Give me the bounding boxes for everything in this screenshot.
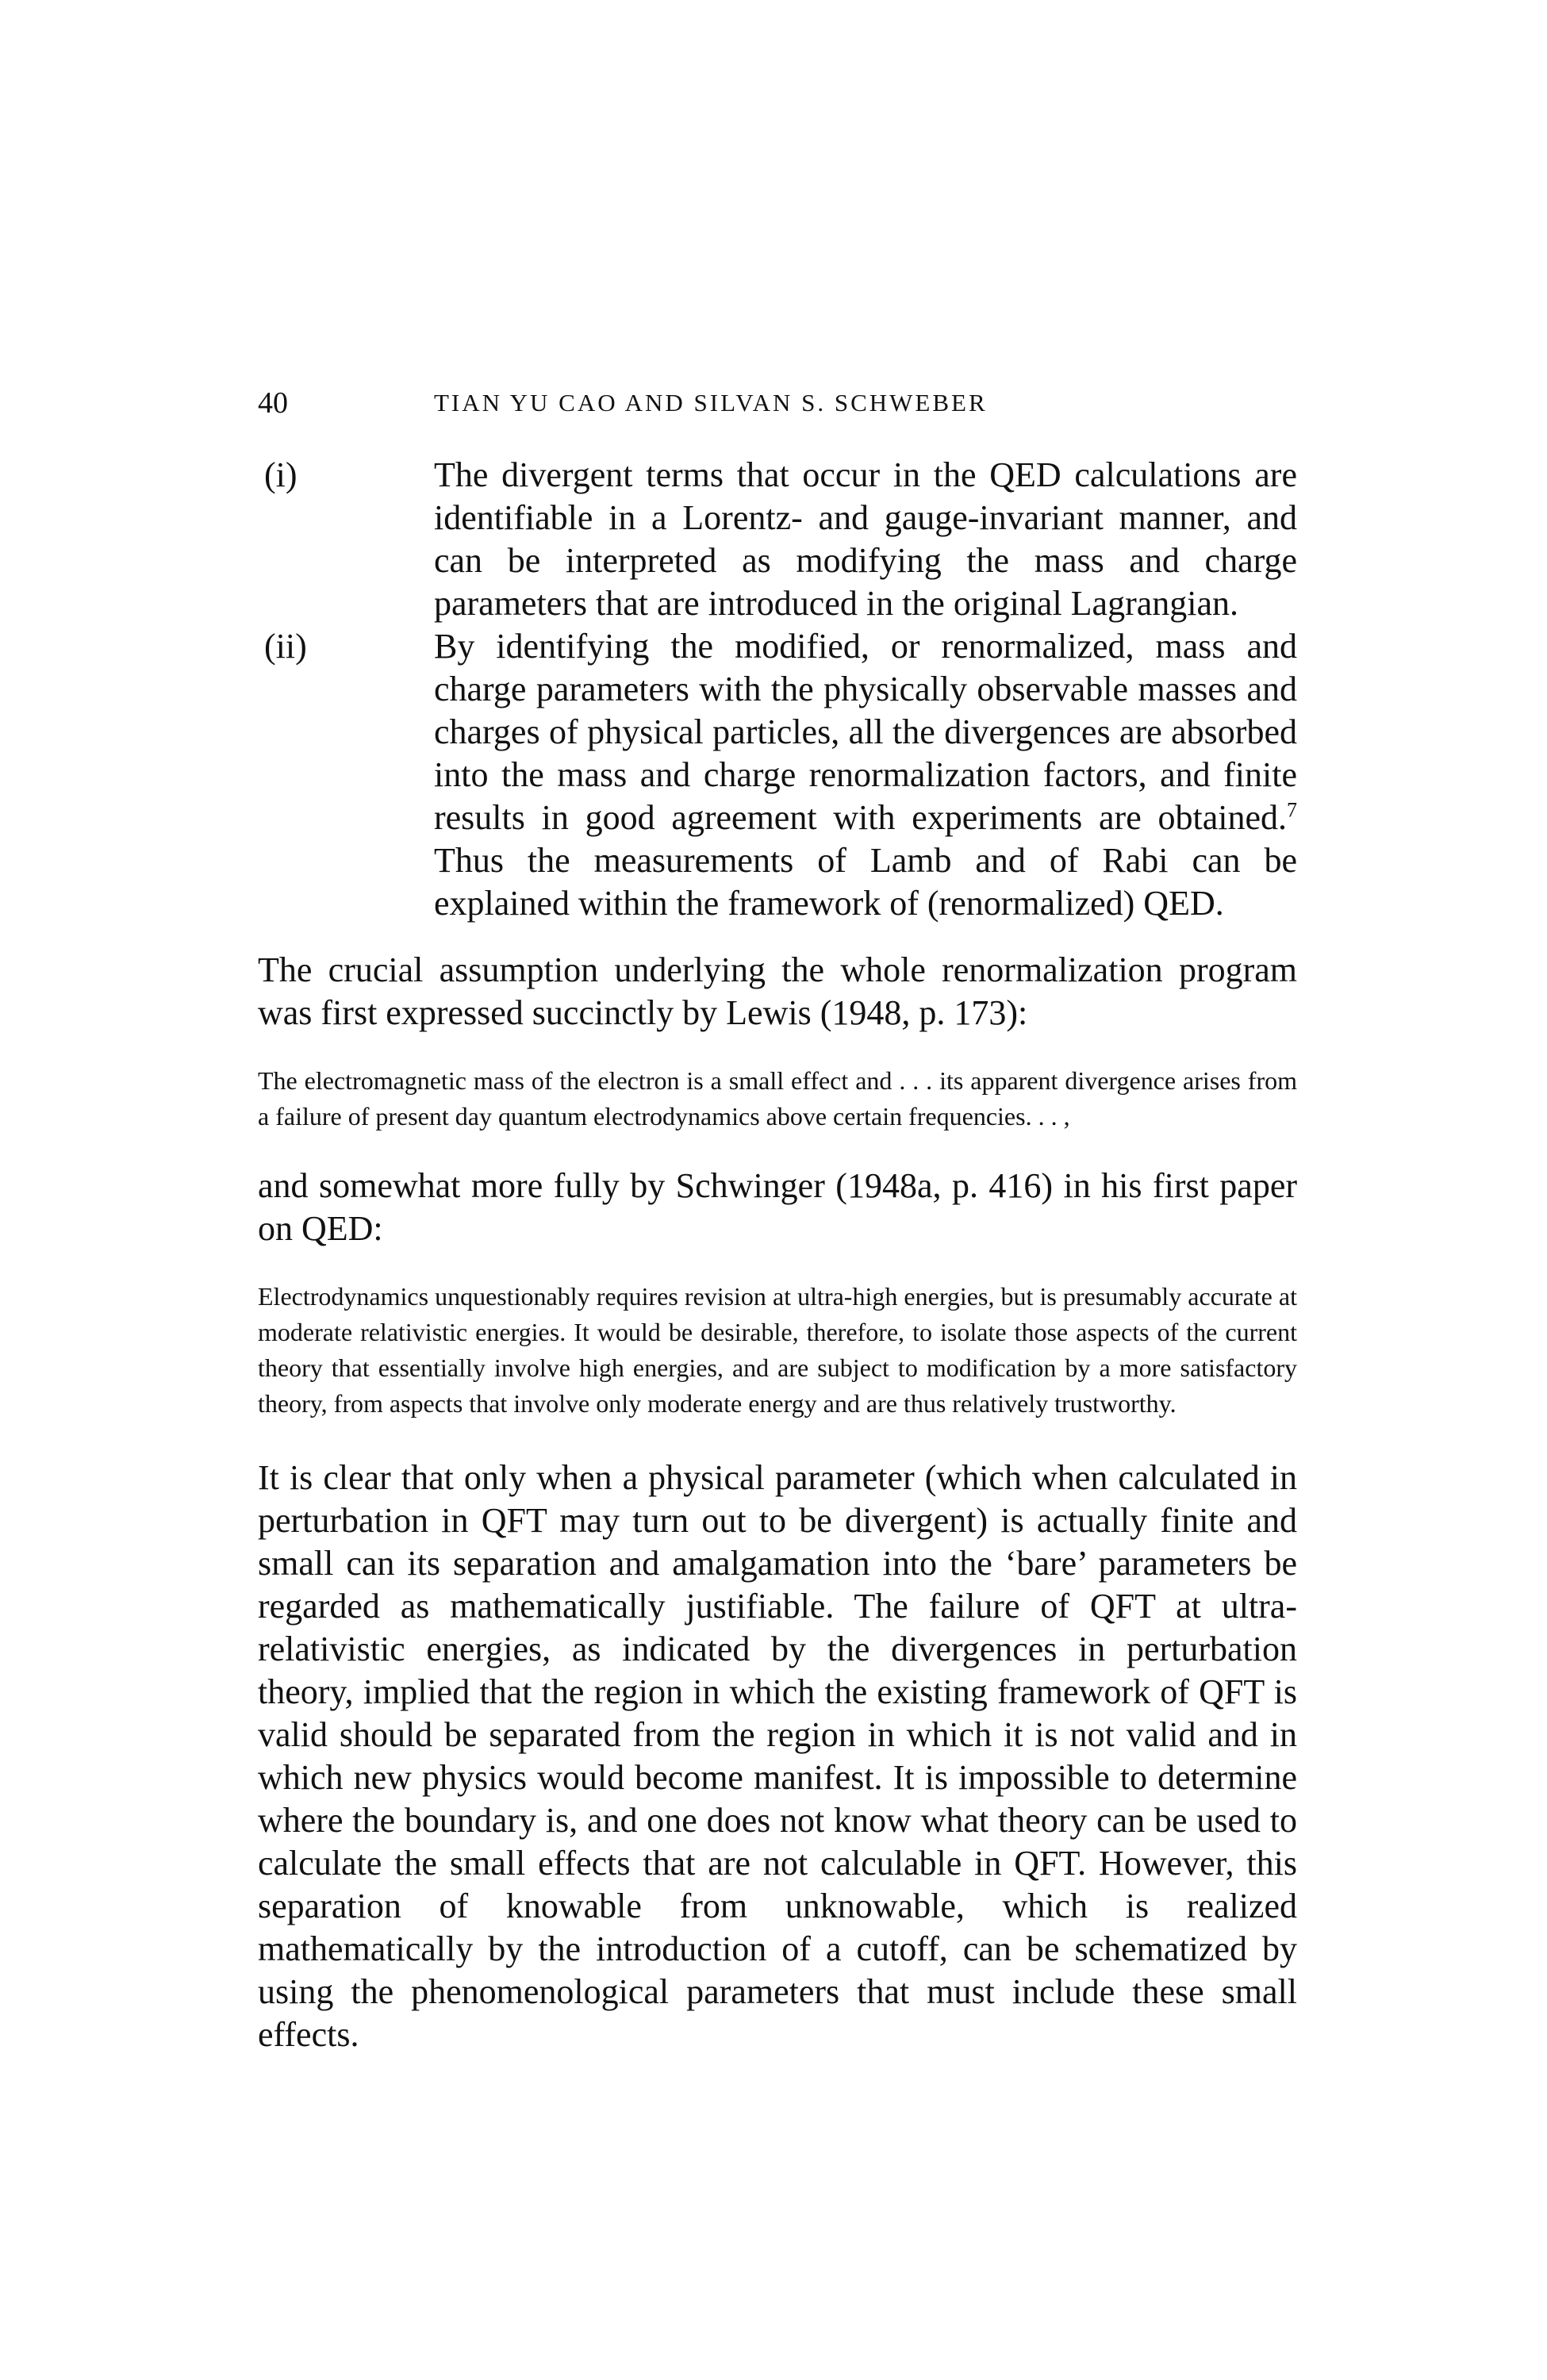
list-item-text-continued: Thus the measurements of Lamb and of Rabi can be explained within the framework of (renormalized) QED. bbox=[434, 841, 1297, 923]
page-number: 40 bbox=[258, 386, 288, 420]
body-paragraph: and somewhat more fully by Schwinger (1948a, p. 416) in his first paper on QED: bbox=[258, 1166, 1297, 1248]
page-content bbox=[258, 386, 1297, 2056]
block-quote-schwinger: Electrodynamics unquestionably requires revision at ultra-high energies, but is presumably accurate at moderate relativistic energies. It would be desirable, therefore, to isolate those aspects of the current theory that essentially involve high energies, and are subject to modification by a more satisfactory theory, from aspects that involve only moderate energy and are thus relatively trustworthy. bbox=[258, 1282, 1297, 1418]
list-item-label: (ii) bbox=[264, 627, 307, 666]
running-head-authors: TIAN YU CAO AND SILVAN S. SCHWEBER bbox=[434, 389, 988, 416]
running-head bbox=[258, 386, 1297, 430]
body-paragraph: It is clear that only when a physical parameter (which when calculated in perturbation in QFT may turn out to be divergent) is actually finite and small can its separation and amalgamation into the ‘bare’ parameters be regarded as mathematically justifiable. The failure of QFT at ultra-relativistic energies, as indicated by the divergences in perturbation theory, implied that the region in which the existing framework of QFT is valid should be separated from the region in which it is not valid and in which new physics would become manifest. It is impossible to determine where the boundary is, and one does not know what theory can be used to calculate the small effects that are not calculable in QFT. However, this separation of knowable from unknowable, which is realized mathematically by the introduction of a cutoff, can be schematized by using the phenomenological parameters that must include these small effects. bbox=[258, 1458, 1297, 2054]
footnote-reference[interactable]: 7 bbox=[1287, 798, 1297, 822]
list-item bbox=[258, 454, 1297, 625]
list-item-label: (i) bbox=[264, 455, 298, 494]
body-paragraph: The crucial assumption underlying the whole renormalization program was first expressed succinctly by Lewis (1948, p. 173): bbox=[258, 950, 1297, 1032]
block-quote-lewis: The electromagnetic mass of the electron is a small effect and . . . its apparent divergence arises from a failure of present day quantum electrodynamics above certain frequencies. . . , bbox=[258, 1066, 1297, 1130]
enumerated-list bbox=[258, 454, 1297, 925]
list-item bbox=[258, 625, 1297, 925]
list-item-text: By identifying the modified, or renormalized, mass and charge parameters with the physically observable masses and charges of physical particles, all the divergences are absorbed into the mass and charge renormalization factors, and finite results in good agreement with experiments are obtained. bbox=[434, 627, 1297, 837]
list-item-text: The divergent terms that occur in the QED calculations are identifiable in a Lorentz- and gauge-invariant manner, and can be interpreted as modifying the mass and charge parameters that are introduced in the original Lagrangian. bbox=[434, 455, 1297, 623]
